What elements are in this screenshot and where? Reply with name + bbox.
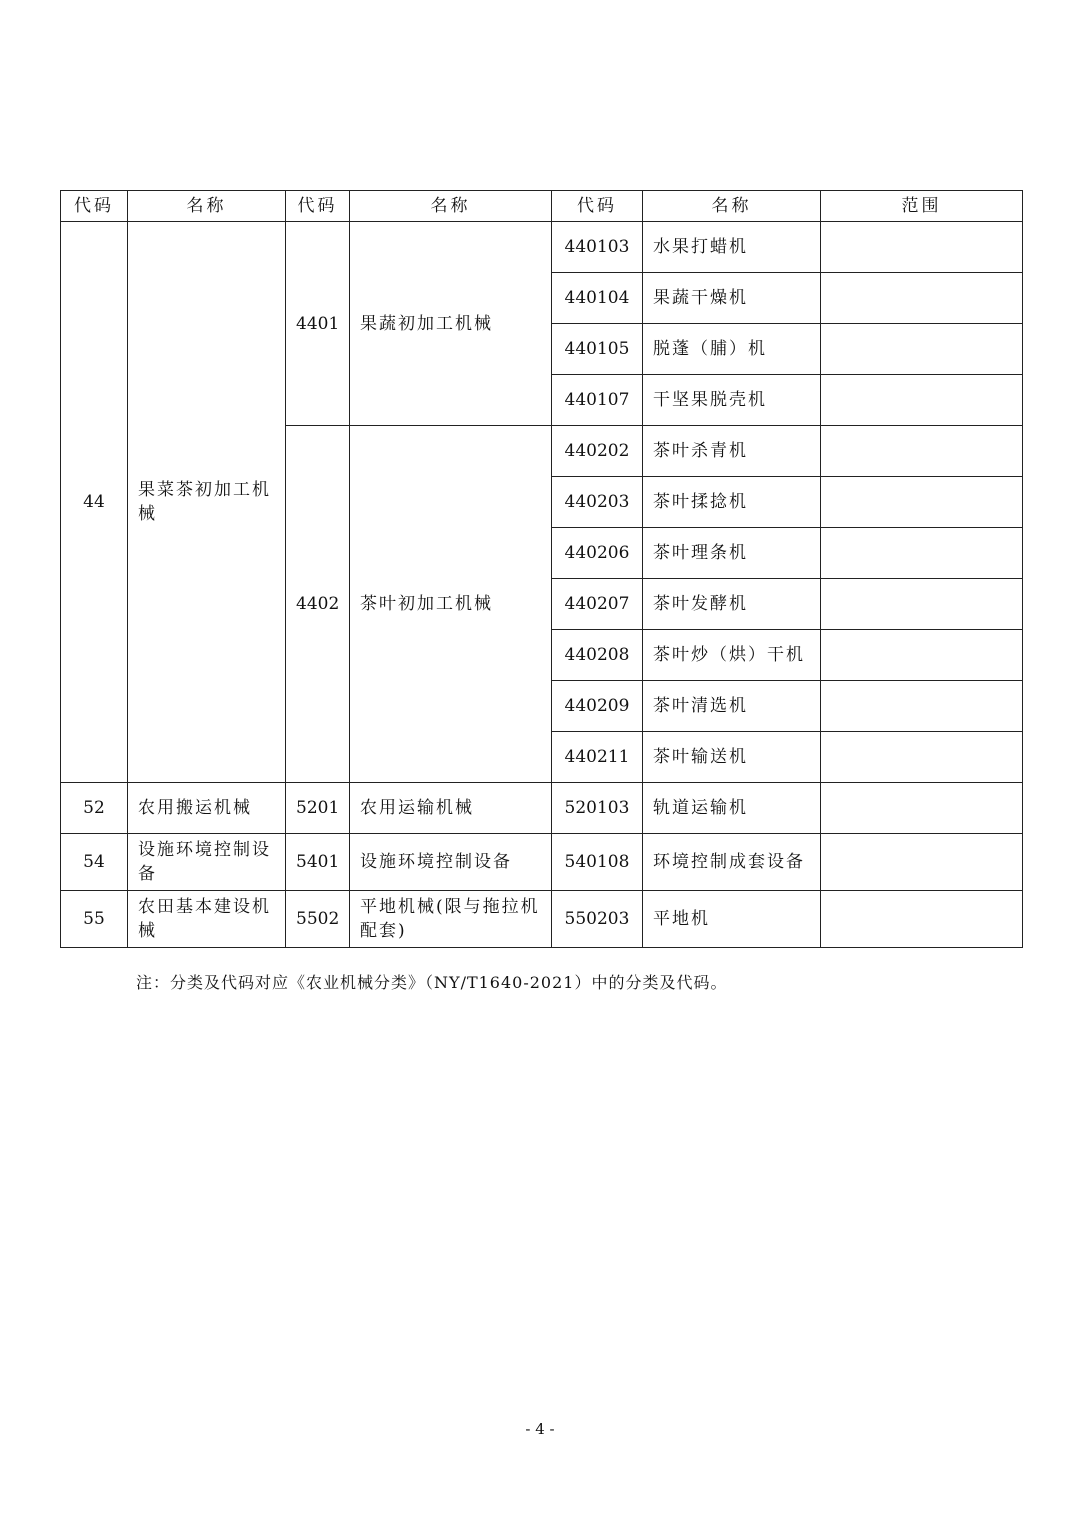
item-scope — [821, 783, 1023, 834]
header-name-2: 名称 — [350, 191, 552, 222]
item-code: 520103 — [552, 783, 643, 834]
item-scope — [821, 630, 1023, 681]
subgroup-name: 果蔬初加工机械 — [350, 222, 552, 426]
item-name: 干坚果脱壳机 — [643, 375, 821, 426]
item-code: 440104 — [552, 273, 643, 324]
subgroup-name: 农用运输机械 — [350, 783, 552, 834]
header-scope: 范围 — [821, 191, 1023, 222]
item-code: 440103 — [552, 222, 643, 273]
item-name: 茶叶输送机 — [643, 732, 821, 783]
table-row — [61, 834, 1023, 891]
item-name: 茶叶炒（烘）干机 — [643, 630, 821, 681]
table-row — [61, 783, 1023, 834]
item-code: 550203 — [552, 891, 643, 948]
item-scope — [821, 834, 1023, 891]
item-code: 440208 — [552, 630, 643, 681]
header-code-1: 代码 — [61, 191, 128, 222]
item-code: 440107 — [552, 375, 643, 426]
item-name: 轨道运输机 — [643, 783, 821, 834]
header-code-2: 代码 — [286, 191, 350, 222]
item-code: 440206 — [552, 528, 643, 579]
subgroup-code: 5401 — [286, 834, 350, 891]
classification-table — [60, 190, 1023, 948]
item-name: 果蔬干燥机 — [643, 273, 821, 324]
item-scope — [821, 579, 1023, 630]
item-scope — [821, 732, 1023, 783]
subgroup-name: 平地机械(限与拖拉机配套) — [350, 891, 552, 948]
item-scope — [821, 477, 1023, 528]
table-note: 注：分类及代码对应《农业机械分类》（NY/T1640-2021）中的分类及代码。 — [136, 973, 728, 992]
item-code: 440207 — [552, 579, 643, 630]
item-code: 440203 — [552, 477, 643, 528]
item-scope — [821, 426, 1023, 477]
group-name: 农田基本建设机械 — [128, 891, 286, 948]
item-scope — [821, 375, 1023, 426]
item-name: 脱蓬（脯）机 — [643, 324, 821, 375]
group-code: 54 — [61, 834, 128, 891]
group-code: 44 — [61, 222, 128, 783]
group-name: 果菜茶初加工机械 — [128, 222, 286, 783]
item-code: 440105 — [552, 324, 643, 375]
table-row — [61, 891, 1023, 948]
subgroup-name: 茶叶初加工机械 — [350, 426, 552, 783]
header-code-3: 代码 — [552, 191, 643, 222]
header-name-3: 名称 — [643, 191, 821, 222]
item-name: 平地机 — [643, 891, 821, 948]
item-scope — [821, 273, 1023, 324]
group-code: 55 — [61, 891, 128, 948]
item-code: 540108 — [552, 834, 643, 891]
item-scope — [821, 528, 1023, 579]
item-name: 茶叶清选机 — [643, 681, 821, 732]
item-scope — [821, 681, 1023, 732]
page-number: - 4 - — [525, 1420, 555, 1438]
item-code: 440211 — [552, 732, 643, 783]
item-name: 茶叶发酵机 — [643, 579, 821, 630]
item-code: 440202 — [552, 426, 643, 477]
item-name: 环境控制成套设备 — [643, 834, 821, 891]
subgroup-code: 5502 — [286, 891, 350, 948]
group-name: 农用搬运机械 — [128, 783, 286, 834]
subgroup-name: 设施环境控制设备 — [350, 834, 552, 891]
item-scope — [821, 222, 1023, 273]
item-scope — [821, 891, 1023, 948]
group-code: 52 — [61, 783, 128, 834]
item-name: 茶叶揉捻机 — [643, 477, 821, 528]
item-code: 440209 — [552, 681, 643, 732]
item-name: 水果打蜡机 — [643, 222, 821, 273]
table-row — [61, 222, 1023, 273]
subgroup-code: 4402 — [286, 426, 350, 783]
group-name: 设施环境控制设备 — [128, 834, 286, 891]
table-header-row — [61, 191, 1023, 222]
item-scope — [821, 324, 1023, 375]
subgroup-code: 4401 — [286, 222, 350, 426]
item-name: 茶叶理条机 — [643, 528, 821, 579]
item-name: 茶叶杀青机 — [643, 426, 821, 477]
subgroup-code: 5201 — [286, 783, 350, 834]
header-name-1: 名称 — [128, 191, 286, 222]
